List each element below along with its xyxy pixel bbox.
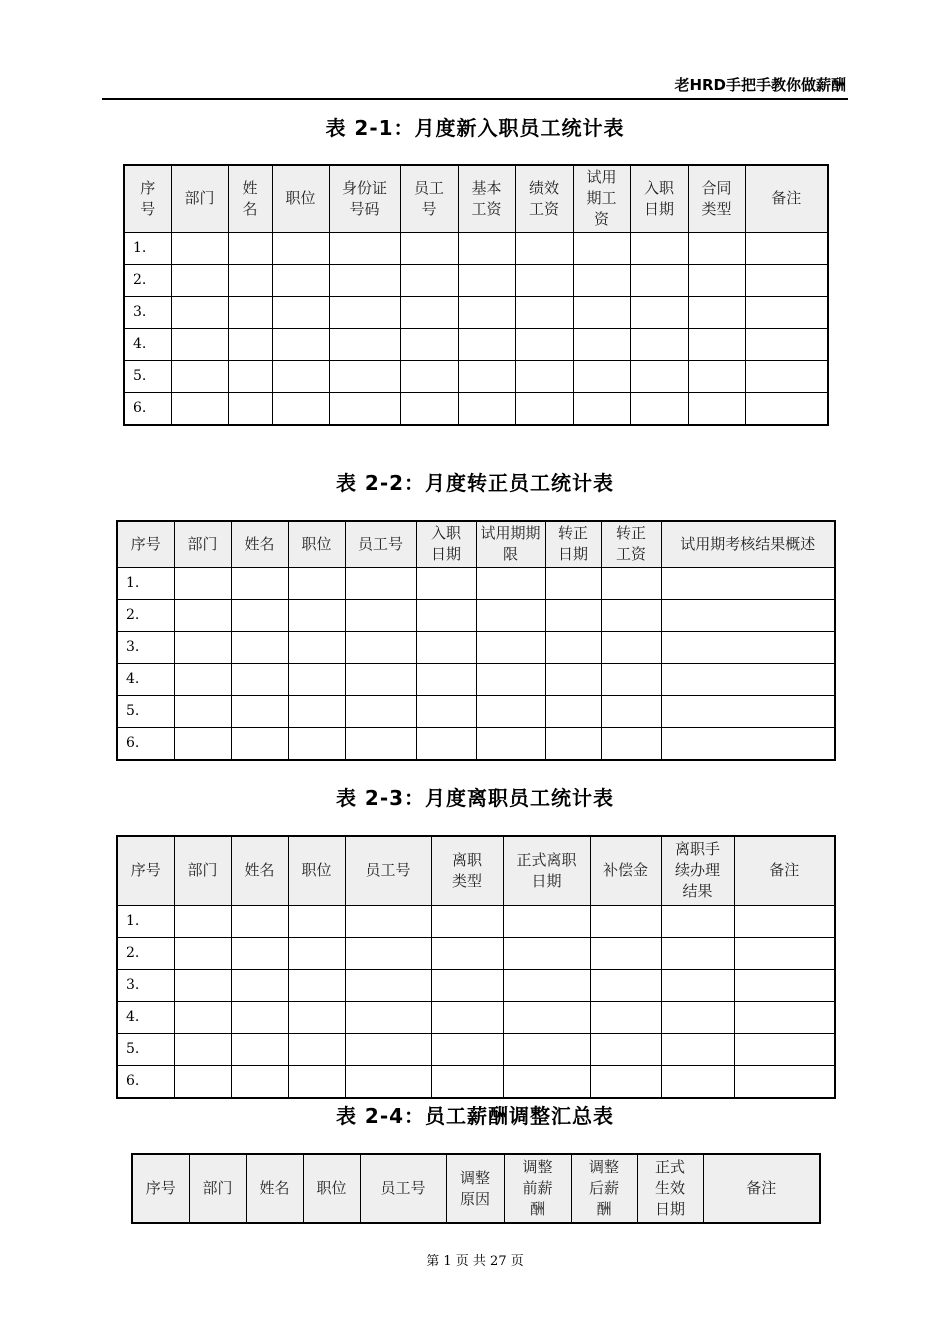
table-cell [661, 567, 835, 599]
table-cell [601, 727, 661, 760]
table-cell [476, 567, 545, 599]
table-row [124, 360, 828, 392]
table-cell [231, 631, 288, 663]
table-cell [228, 328, 272, 360]
table-cell [431, 937, 503, 969]
table-row [117, 1033, 835, 1065]
column-header: 离职类型 [431, 836, 503, 905]
table-header-row [117, 521, 835, 567]
table-cell [630, 296, 688, 328]
table-cell [272, 296, 329, 328]
table-cell [174, 631, 231, 663]
table-cell [630, 264, 688, 296]
table-cell [231, 969, 288, 1001]
table-cell [661, 599, 835, 631]
row-index-cell: 5. [117, 1033, 174, 1065]
table-cell [171, 232, 228, 264]
table-cell [171, 360, 228, 392]
table-cell [734, 905, 835, 937]
table-cell [231, 1001, 288, 1033]
table-cell [288, 631, 345, 663]
table-header-row [117, 836, 835, 905]
table-cell [171, 328, 228, 360]
table-cell [431, 969, 503, 1001]
table-cell [476, 727, 545, 760]
table-cell [174, 567, 231, 599]
table-cell [431, 1001, 503, 1033]
column-header: 补偿金 [590, 836, 661, 905]
column-header: 员工号 [400, 165, 458, 232]
table-2-2-title: 表 2-2：月度转正员工统计表 [335, 471, 615, 495]
table-cell [601, 631, 661, 663]
table-cell [734, 969, 835, 1001]
table-cell [329, 232, 400, 264]
row-index-cell: 1. [117, 567, 174, 599]
table-cell [515, 392, 573, 425]
table-cell [688, 328, 745, 360]
table-cell [661, 1065, 734, 1098]
table-cell [329, 296, 400, 328]
table-cell [573, 296, 630, 328]
column-header: 序号 [117, 836, 174, 905]
column-header: 绩效工资 [515, 165, 573, 232]
table-cell [345, 567, 416, 599]
table-cell [515, 296, 573, 328]
table-cell [171, 296, 228, 328]
table-cell [345, 905, 431, 937]
table-cell [231, 663, 288, 695]
column-header: 合同类型 [688, 165, 745, 232]
table-cell [601, 663, 661, 695]
table-cell [688, 392, 745, 425]
table-salary-adjustments [131, 1153, 821, 1224]
column-header: 员工号 [345, 836, 431, 905]
table-cell [231, 1033, 288, 1065]
table-cell [228, 296, 272, 328]
column-header: 序号 [124, 165, 171, 232]
column-header: 转正日期 [545, 521, 601, 567]
table-cell [745, 232, 828, 264]
table-cell [345, 727, 416, 760]
column-header: 姓名 [231, 521, 288, 567]
table-cell [228, 360, 272, 392]
table-cell [661, 695, 835, 727]
table-cell [231, 1065, 288, 1098]
table-cell [174, 1001, 231, 1033]
table-cell [545, 727, 601, 760]
table-cell [590, 1065, 661, 1098]
table-cell [745, 392, 828, 425]
column-header: 身份证号码 [329, 165, 400, 232]
table-cell [515, 360, 573, 392]
table-cell [174, 727, 231, 760]
table-cell [345, 631, 416, 663]
table-cell [345, 1033, 431, 1065]
table-cell [231, 905, 288, 937]
table-row [124, 392, 828, 425]
column-header: 转正工资 [601, 521, 661, 567]
table-row [117, 663, 835, 695]
row-index-cell: 3. [117, 631, 174, 663]
column-header: 调整原因 [446, 1154, 504, 1223]
table-cell [231, 599, 288, 631]
table-cell [431, 1033, 503, 1065]
column-header: 试用期工资 [573, 165, 630, 232]
table-cell [734, 937, 835, 969]
table-cell [661, 969, 734, 1001]
table-cell [288, 1001, 345, 1033]
table-cell [345, 1065, 431, 1098]
row-index-cell: 2. [117, 937, 174, 969]
table-cell [400, 264, 458, 296]
table-cell [503, 905, 590, 937]
table-cell [573, 264, 630, 296]
table-cell [329, 328, 400, 360]
table-cell [228, 264, 272, 296]
page-number-footer: 第 1 页 共 27 页 [426, 1254, 524, 1269]
table-cell [515, 328, 573, 360]
table-cell [288, 1033, 345, 1065]
table-row [117, 969, 835, 1001]
table-row [117, 1065, 835, 1098]
table-cell [573, 232, 630, 264]
table-row [124, 232, 828, 264]
table-cell [661, 631, 835, 663]
table-cell [661, 905, 734, 937]
table-cell [231, 937, 288, 969]
table-cell [174, 905, 231, 937]
table-cell [630, 232, 688, 264]
column-header: 职位 [272, 165, 329, 232]
table-header-row [132, 1154, 820, 1223]
table-cell [431, 1065, 503, 1098]
table-cell [288, 727, 345, 760]
row-index-cell: 5. [117, 695, 174, 727]
table-cell [231, 727, 288, 760]
table-row [117, 905, 835, 937]
column-header: 职位 [288, 521, 345, 567]
table-row [117, 695, 835, 727]
table-cell [288, 937, 345, 969]
table-cell [458, 296, 515, 328]
column-header: 部门 [174, 836, 231, 905]
table-cell [601, 695, 661, 727]
row-index-cell: 4. [124, 328, 171, 360]
table-cell [734, 1001, 835, 1033]
table-cell [288, 663, 345, 695]
row-index-cell: 2. [117, 599, 174, 631]
table-cell [503, 1033, 590, 1065]
row-index-cell: 6. [117, 1065, 174, 1098]
table-cell [174, 663, 231, 695]
table-cell [416, 631, 476, 663]
table-2-1-title: 表 2-1：月度新入职员工统计表 [325, 116, 625, 140]
table-cell [745, 328, 828, 360]
table-cell [590, 969, 661, 1001]
table-cell [476, 631, 545, 663]
table-regularized-employees [116, 520, 836, 761]
table-cell [601, 599, 661, 631]
column-header: 部门 [174, 521, 231, 567]
table-new-hires [123, 164, 829, 426]
table-row [117, 727, 835, 760]
table-cell [345, 969, 431, 1001]
table-cell [476, 599, 545, 631]
table-cell [661, 663, 835, 695]
table-cell [231, 695, 288, 727]
table-cell [400, 328, 458, 360]
column-header: 备注 [734, 836, 835, 905]
table-cell [174, 599, 231, 631]
table-2-4-title: 表 2-4：员工薪酬调整汇总表 [335, 1104, 615, 1128]
column-header: 序号 [117, 521, 174, 567]
column-header: 正式离职日期 [503, 836, 590, 905]
table-cell [734, 1065, 835, 1098]
column-header: 试用期考核结果概述 [661, 521, 835, 567]
table-cell [458, 328, 515, 360]
table-cell [458, 360, 515, 392]
table-cell [590, 1001, 661, 1033]
column-header: 员工号 [360, 1154, 446, 1223]
table-cell [400, 296, 458, 328]
table-row [124, 328, 828, 360]
header-divider [102, 98, 848, 100]
table-cell [745, 296, 828, 328]
table-cell [345, 937, 431, 969]
table-cell [288, 905, 345, 937]
row-index-cell: 1. [124, 232, 171, 264]
table-cell [171, 264, 228, 296]
table-cell [416, 567, 476, 599]
table-cell [601, 567, 661, 599]
table-cell [661, 1001, 734, 1033]
column-header: 备注 [703, 1154, 820, 1223]
table-cell [476, 695, 545, 727]
table-row [117, 1001, 835, 1033]
column-header: 试用期期限 [476, 521, 545, 567]
row-index-cell: 3. [117, 969, 174, 1001]
column-header: 调整后薪酬 [571, 1154, 637, 1223]
column-header: 备注 [745, 165, 828, 232]
table-cell [661, 727, 835, 760]
table-row [117, 937, 835, 969]
table-cell [630, 360, 688, 392]
table-cell [661, 937, 734, 969]
table-cell [545, 599, 601, 631]
table-cell [416, 695, 476, 727]
table-cell [503, 937, 590, 969]
table-resigned-employees [116, 835, 836, 1099]
table-cell [545, 567, 601, 599]
column-header: 入职日期 [630, 165, 688, 232]
table-cell [573, 328, 630, 360]
column-header: 入职日期 [416, 521, 476, 567]
column-header: 序号 [132, 1154, 189, 1223]
table-cell [416, 727, 476, 760]
table-cell [630, 392, 688, 425]
table-cell [630, 328, 688, 360]
table-cell [458, 392, 515, 425]
row-index-cell: 4. [117, 1001, 174, 1033]
row-index-cell: 4. [117, 663, 174, 695]
column-header: 姓名 [231, 836, 288, 905]
table-cell [476, 663, 545, 695]
table-cell [174, 695, 231, 727]
table-cell [688, 360, 745, 392]
table-row [117, 567, 835, 599]
table-cell [174, 1033, 231, 1065]
table-cell [400, 392, 458, 425]
column-header: 正式生效日期 [637, 1154, 703, 1223]
row-index-cell: 2. [124, 264, 171, 296]
column-header: 部门 [189, 1154, 246, 1223]
table-cell [734, 1033, 835, 1065]
table-row [124, 296, 828, 328]
table-cell [458, 264, 515, 296]
column-header: 基本工资 [458, 165, 515, 232]
table-cell [228, 232, 272, 264]
document-header-title: 老HRD手把手教你做薪酬 [674, 76, 846, 94]
table-header-row [124, 165, 828, 232]
table-cell [745, 264, 828, 296]
row-index-cell: 5. [124, 360, 171, 392]
table-cell [228, 392, 272, 425]
table-cell [688, 232, 745, 264]
table-cell [272, 360, 329, 392]
table-row [117, 599, 835, 631]
table-cell [688, 264, 745, 296]
table-cell [545, 631, 601, 663]
table-cell [174, 937, 231, 969]
column-header: 姓名 [228, 165, 272, 232]
column-header: 职位 [303, 1154, 360, 1223]
table-cell [416, 663, 476, 695]
table-cell [288, 567, 345, 599]
table-cell [345, 695, 416, 727]
table-cell [345, 663, 416, 695]
table-cell [431, 905, 503, 937]
table-cell [458, 232, 515, 264]
table-cell [515, 232, 573, 264]
row-index-cell: 1. [117, 905, 174, 937]
table-cell [174, 1065, 231, 1098]
row-index-cell: 3. [124, 296, 171, 328]
table-cell [573, 392, 630, 425]
table-2-3-title: 表 2-3：月度离职员工统计表 [335, 786, 615, 810]
table-cell [503, 969, 590, 1001]
table-cell [515, 264, 573, 296]
table-row [124, 264, 828, 296]
table-cell [329, 264, 400, 296]
table-cell [688, 296, 745, 328]
table-cell [288, 599, 345, 631]
table-row [117, 631, 835, 663]
row-index-cell: 6. [117, 727, 174, 760]
table-cell [573, 360, 630, 392]
column-header: 员工号 [345, 521, 416, 567]
table-cell [590, 937, 661, 969]
table-cell [272, 232, 329, 264]
table-cell [174, 969, 231, 1001]
column-header: 离职手续办理结果 [661, 836, 734, 905]
column-header: 部门 [171, 165, 228, 232]
table-cell [590, 905, 661, 937]
table-cell [329, 360, 400, 392]
table-cell [272, 328, 329, 360]
table-cell [661, 1033, 734, 1065]
table-cell [545, 695, 601, 727]
table-cell [416, 599, 476, 631]
column-header: 姓名 [246, 1154, 303, 1223]
table-cell [503, 1065, 590, 1098]
table-cell [345, 599, 416, 631]
table-cell [288, 969, 345, 1001]
table-cell [400, 232, 458, 264]
table-cell [503, 1001, 590, 1033]
row-index-cell: 6. [124, 392, 171, 425]
table-cell [171, 392, 228, 425]
table-cell [288, 695, 345, 727]
table-cell [745, 360, 828, 392]
table-cell [231, 567, 288, 599]
table-cell [288, 1065, 345, 1098]
table-cell [329, 392, 400, 425]
column-header: 调整前薪酬 [504, 1154, 571, 1223]
table-cell [400, 360, 458, 392]
table-cell [345, 1001, 431, 1033]
table-cell [272, 392, 329, 425]
table-cell [590, 1033, 661, 1065]
column-header: 职位 [288, 836, 345, 905]
table-cell [545, 663, 601, 695]
table-cell [272, 264, 329, 296]
